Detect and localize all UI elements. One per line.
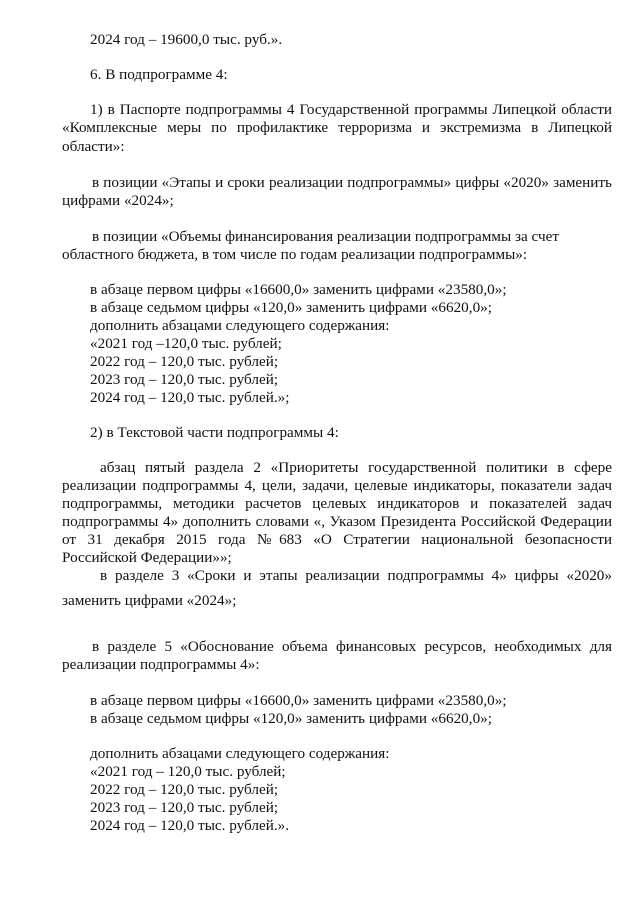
text-line: 2024 год – 120,0 тыс. рублей.»;: [90, 389, 290, 406]
text-line: дополнить абзацами следующего содержания:: [90, 745, 390, 762]
text-line: абзац пятый раздела 2 «Приоритеты государственной политики в сфере: [100, 459, 612, 476]
text-line: в позиции «Этапы и сроки реализации подпрограммы» цифры «2020» заменить: [92, 174, 612, 191]
text-line: цифрами «2024»;: [62, 192, 174, 209]
text-line: «2021 год –120,0 тыс. рублей;: [90, 335, 282, 352]
text-line: реализации подпрограммы 4»:: [62, 656, 260, 673]
text-line: 2022 год – 120,0 тыс. рублей;: [90, 781, 279, 798]
text-line: областного бюджета, в том числе по годам реализации подпрограммы»:: [62, 246, 528, 263]
section-heading: 6. В подпрограмме 4:: [90, 66, 228, 83]
text-line: Российской Федерации»»;: [62, 549, 232, 566]
text-line: подпрограммы, методики расчетов целевых индикаторов и показателей задач: [62, 495, 612, 512]
text-line: в разделе 3 «Сроки и этапы реализации подпрограммы 4» цифры «2020»: [100, 567, 612, 584]
text-line: подпрограммы 4» дополнить словами «, Указом Президента Российской Федерации: [62, 513, 612, 530]
text-line: «Комплексные меры по профилактике терроризма и экстремизма в Липецкой: [62, 119, 612, 136]
text-line: 2023 год – 120,0 тыс. рублей;: [90, 799, 279, 816]
text-line: в абзаце первом цифры «16600,0» заменить цифрами «23580,0»;: [90, 281, 507, 298]
text-line: в абзаце седьмом цифры «120,0» заменить цифрами «6620,0»;: [90, 710, 492, 727]
text-line: в абзаце первом цифры «16600,0» заменить цифрами «23580,0»;: [90, 692, 507, 709]
text-line: от 31 декабря 2015 года №683 «О Стратегии национальной безопасности: [62, 531, 612, 548]
text-line: в разделе 5 «Обоснование объема финансовых ресурсов, необходимых для: [92, 638, 612, 655]
text-line: 2024 год – 19600,0 тыс. руб.».: [90, 31, 283, 48]
text-line: в позиции «Объемы финансирования реализации подпрограммы за счет: [92, 228, 560, 245]
text-line: реализации подпрограммы 4, цели, задачи, целевые индикаторы, показатели задач: [62, 477, 612, 494]
text-line: заменить цифрами «2024»;: [62, 592, 237, 609]
text-line: 2024 год – 120,0 тыс. рублей.».: [90, 817, 290, 834]
text-line: 2022 год – 120,0 тыс. рублей;: [90, 353, 279, 370]
text-line: «2021 год – 120,0 тыс. рублей;: [90, 763, 286, 780]
text-line: 2023 год – 120,0 тыс. рублей;: [90, 371, 279, 388]
text-line: области»:: [62, 138, 125, 155]
section-heading: 2) в Текстовой части подпрограммы 4:: [90, 424, 339, 441]
text-line: дополнить абзацами следующего содержания:: [90, 317, 390, 334]
text-line: в абзаце седьмом цифры «120,0» заменить цифрами «6620,0»;: [90, 299, 492, 316]
text-line: 1) в Паспорте подпрограммы 4 Государственной программы Липецкой области: [90, 101, 612, 118]
